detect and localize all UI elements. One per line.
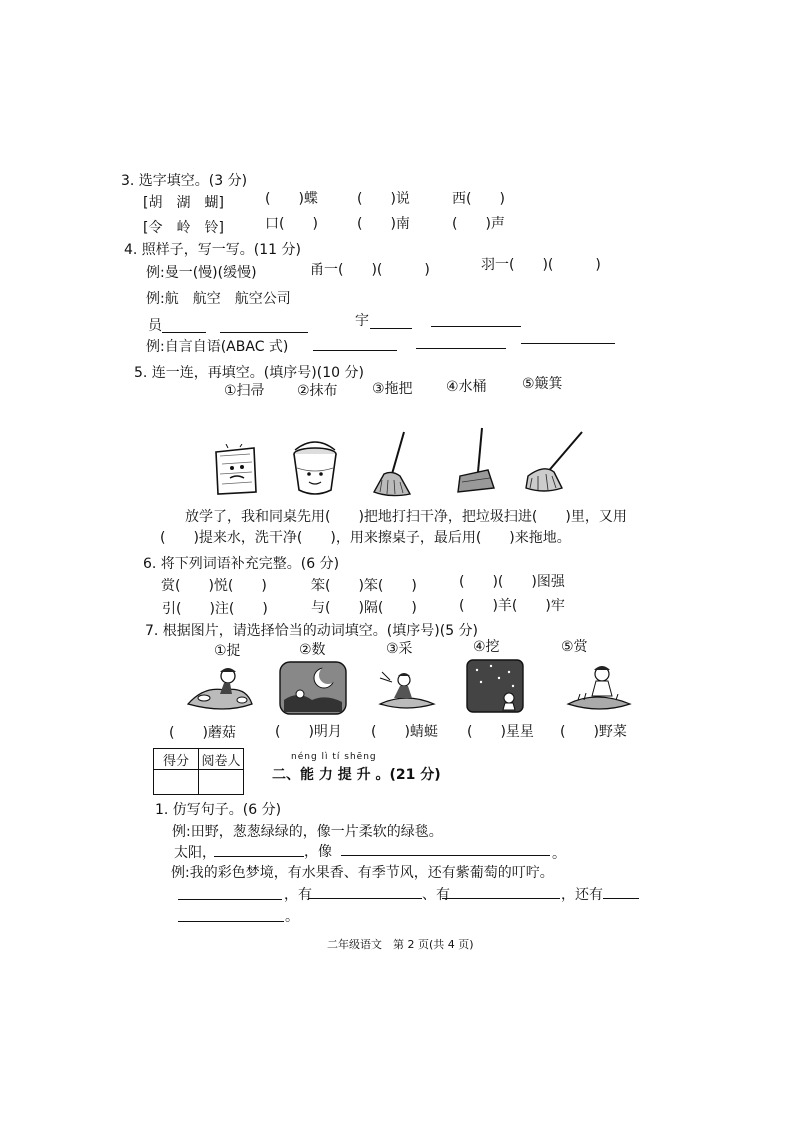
q4-blank-yu-1[interactable] xyxy=(370,314,412,329)
wild-vegetables-picture xyxy=(566,660,632,714)
q5-sentence-2: ( )提来水，洗干净( )，用来擦桌子，最后用( )来拖地。 xyxy=(160,530,571,546)
q7-blank-stars[interactable]: ( )星星 xyxy=(467,724,534,740)
s2q1-blank-2[interactable] xyxy=(341,841,550,856)
q5-option-5: ⑤簸箕 xyxy=(522,376,563,392)
q4-blank-abac-2[interactable] xyxy=(416,334,506,349)
q7-option-5: ⑤赏 xyxy=(561,639,588,655)
q5-option-3: ③拖把 xyxy=(372,381,413,397)
q4-title: 4. 照样子，写一写。(11 分) xyxy=(124,242,301,258)
section2-pinyin: néng lì tí shēng xyxy=(291,752,377,762)
q7-title: 7. 根据图片，请选择恰当的动词填空。(填序号)(5 分) xyxy=(145,623,479,639)
mushroom-picture xyxy=(184,664,256,714)
q4-row-yuan-label: 员 xyxy=(148,318,162,334)
q3-title: 3. 选字填空。(3 分) xyxy=(121,173,248,189)
q5-option-2: ②抹布 xyxy=(297,383,338,399)
q3-bracket-2: [令 岭 铃] xyxy=(143,220,224,236)
grader-header: 阅卷人 xyxy=(199,749,244,770)
s2q1-blank-7[interactable] xyxy=(178,907,284,922)
s2q1-line1-start: 太阳， xyxy=(174,845,216,861)
q3-blank-3[interactable]: 西( ) xyxy=(452,191,505,207)
s2q1-blank-6[interactable] xyxy=(603,884,639,899)
score-header: 得分 xyxy=(154,749,199,770)
page-footer: 二年级语文 第 2 页(共 4 页) xyxy=(327,938,474,951)
q7-blank-mushroom[interactable]: ( )蘑菇 xyxy=(169,725,236,741)
q4-blank-yuan-1[interactable] xyxy=(162,318,206,333)
broom-picture xyxy=(370,430,414,498)
q4-blank-abac-1[interactable] xyxy=(313,336,397,351)
q3-blank-1[interactable]: ( )蝶 xyxy=(265,191,318,207)
q6-item-1[interactable]: 赏( )悦( ) xyxy=(161,578,267,594)
dustpan-picture xyxy=(452,426,498,496)
q6-item-2[interactable]: 笨( )笨( ) xyxy=(311,578,417,594)
q6-item-4[interactable]: 引( )注( ) xyxy=(162,601,268,617)
section2-title: 二、能 力 提 升 。(21 分) xyxy=(272,767,441,783)
s2q1-line3-end: 。 xyxy=(285,909,299,925)
s2q1-example-2: 例:我的彩色梦境，有水果香、有季节风，还有紫葡萄的叮咛。 xyxy=(171,865,554,881)
q4-blank-yu-2[interactable] xyxy=(431,312,521,327)
q3-bracket-1: [胡 湖 蝴] xyxy=(143,195,224,211)
q7-option-3: ③采 xyxy=(386,641,413,657)
q4-row-yu-label: 宇 xyxy=(355,313,369,329)
q4-blank-yuan-2[interactable] xyxy=(220,318,308,333)
s2q1-line1-end: 。 xyxy=(552,846,566,862)
q3-blank-5[interactable]: ( )南 xyxy=(357,216,410,232)
q4-blank-yu[interactable]: 羽一( )( ) xyxy=(481,257,601,273)
dragonfly-picture xyxy=(376,664,438,714)
cloth-picture xyxy=(210,444,262,498)
q7-option-1: ①捉 xyxy=(214,643,241,659)
q7-blank-wild-vegetables[interactable]: ( )野菜 xyxy=(560,724,627,740)
q7-option-2: ②数 xyxy=(299,642,326,658)
q6-title: 6. 将下列词语补充完整。(6 分) xyxy=(143,556,340,572)
s2q1-line1-mid: ，像 xyxy=(304,844,332,860)
q6-item-3[interactable]: ( )( )图强 xyxy=(459,574,565,590)
q7-option-4: ④挖 xyxy=(473,639,500,655)
s2q1-blank-3[interactable] xyxy=(178,885,282,900)
q6-item-6[interactable]: ( )羊( )牢 xyxy=(459,598,565,614)
q3-blank-4[interactable]: 口( ) xyxy=(265,216,318,232)
s2q1-blank-5[interactable] xyxy=(442,884,560,899)
s2q1-line2-c: ，还有 xyxy=(561,887,603,903)
s2q1-example-1: 例:田野，葱葱绿绿的，像一片柔软的绿毯。 xyxy=(172,824,443,840)
bucket-picture xyxy=(289,440,341,498)
q3-blank-2[interactable]: ( )说 xyxy=(357,191,410,207)
score-cell[interactable] xyxy=(154,770,199,795)
s2q1-title: 1. 仿写句子。(6 分) xyxy=(155,802,282,818)
score-table xyxy=(153,748,244,795)
q4-example-2: 例:航 航空 航空公司 xyxy=(146,291,291,307)
q7-blank-dragonfly[interactable]: ( )蜻蜓 xyxy=(371,724,438,740)
q5-option-1: ①扫帚 xyxy=(224,383,265,399)
q5-sentence-1: 放学了，我和同桌先用( )把地打扫干净，把垃圾扫进( )里，又用 xyxy=(185,509,627,525)
q5-title: 5. 连一连，再填空。(填序号)(10 分) xyxy=(134,365,364,381)
q4-example-1: 例:曼一(慢)(缓慢) xyxy=(146,265,257,281)
q4-blank-abac-3[interactable] xyxy=(521,329,615,344)
q5-option-4: ④水桶 xyxy=(446,379,487,395)
stars-picture xyxy=(465,658,525,714)
q4-example-3: 例:自言自语(ABAC 式) xyxy=(146,339,289,355)
q4-blank-yong[interactable]: 甬一( )( ) xyxy=(310,262,430,278)
q6-item-5[interactable]: 与( )隔( ) xyxy=(311,600,417,616)
q3-blank-6[interactable]: ( )声 xyxy=(452,216,505,232)
s2q1-line2-a: ，有 xyxy=(284,887,312,903)
mop-picture xyxy=(520,428,586,498)
s2q1-blank-1[interactable] xyxy=(214,842,304,857)
s2q1-line2-b: 、有 xyxy=(422,887,450,903)
grader-cell[interactable] xyxy=(199,770,244,795)
s2q1-blank-4[interactable] xyxy=(308,884,422,899)
moon-picture xyxy=(278,660,348,716)
q7-blank-moon[interactable]: ( )明月 xyxy=(275,724,342,740)
